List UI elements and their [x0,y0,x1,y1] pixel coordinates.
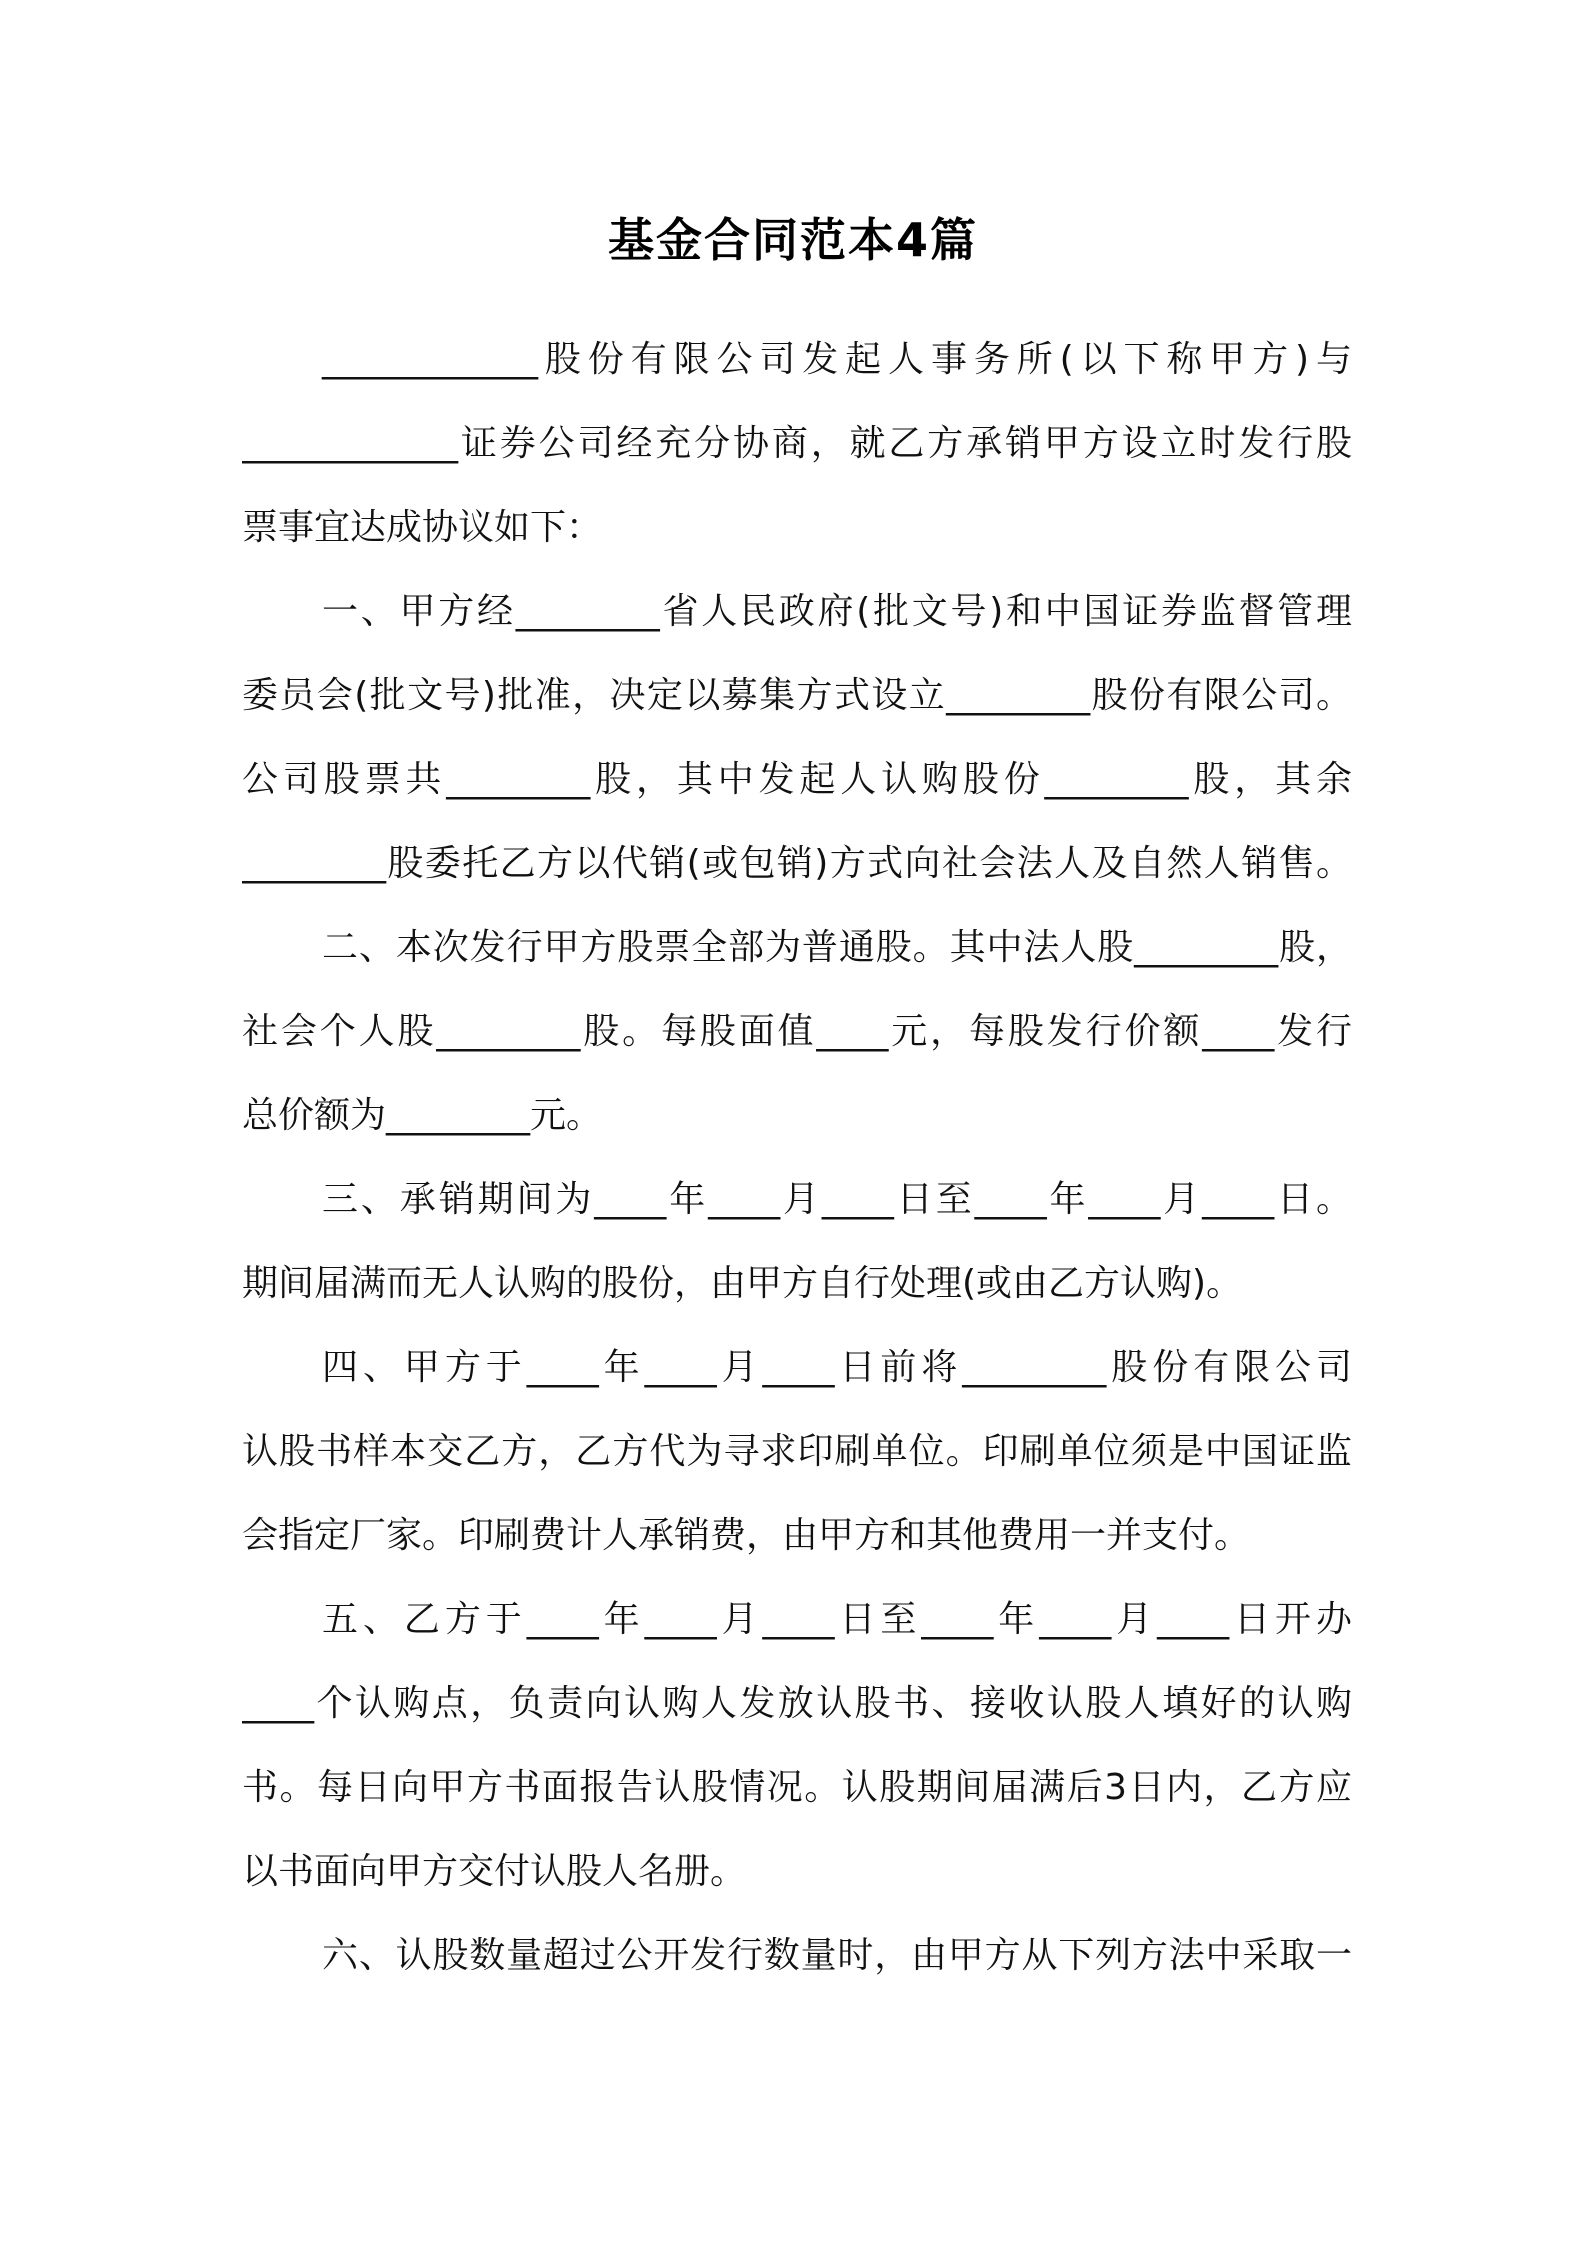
paragraph-line: ________股委托乙方以代销(或包销)方式向社会法人及自然人销售。 [242,843,1352,884]
paragraph-line: ____个认购点，负责向认购人发放认股书、接收认股人填好的认购 [242,1683,1352,1724]
paragraph-line: 二、本次发行甲方股票全部为普通股。其中法人股________股， [322,927,1352,968]
document-title: 基金合同范本4篇 [607,213,978,267]
paragraph-line: 四、甲方于____年____月____日前将________股份有限公司 [322,1347,1352,1388]
paragraph-line: 认股书样本交乙方，乙方代为寻求印刷单位。印刷单位须是中国证监 [242,1431,1352,1472]
paragraph-line: 会指定厂家。印刷费计人承销费，由甲方和其他费用一并支付。 [242,1515,1251,1556]
document-body [242,318,1352,1998]
paragraph-line: 社会个人股________股。每股面值____元，每股发行价额____发行 [242,1011,1352,1052]
paragraph-line: 委员会(批文号)批准，决定以募集方式设立________股份有限公司。 [242,675,1352,716]
paragraph-line: 总价额为________元。 [242,1095,603,1136]
paragraph-line: 以书面向甲方交付认股人名册。 [242,1851,747,1892]
paragraph-line: 六、认股数量超过公开发行数量时，由甲方从下列方法中采取一 [322,1935,1352,1976]
paragraph-line: 公司股票共________股，其中发起人认购股份________股，其余 [242,759,1352,800]
paragraph-line: ____________证券公司经充分协商，就乙方承销甲方设立时发行股 [242,423,1352,464]
paragraph-line: 五、乙方于____年____月____日至____年____月____日开办 [322,1599,1352,1640]
paragraph-line: 期间届满而无人认购的股份，由甲方自行处理(或由乙方认购)。 [242,1263,1243,1304]
paragraph-line: 票事宜达成协议如下： [242,507,603,548]
paragraph-line: 三、承销期间为____年____月____日至____年____月____日。 [322,1179,1352,1220]
paragraph-line: 一、甲方经________省人民政府(批文号)和中国证券监督管理 [322,591,1352,632]
paragraph-line: 书。每日向甲方书面报告认股情况。认股期间届满后3日内，乙方应 [242,1767,1352,1808]
paragraph-line: ____________股份有限公司发起人事务所(以下称甲方)与 [322,339,1352,380]
